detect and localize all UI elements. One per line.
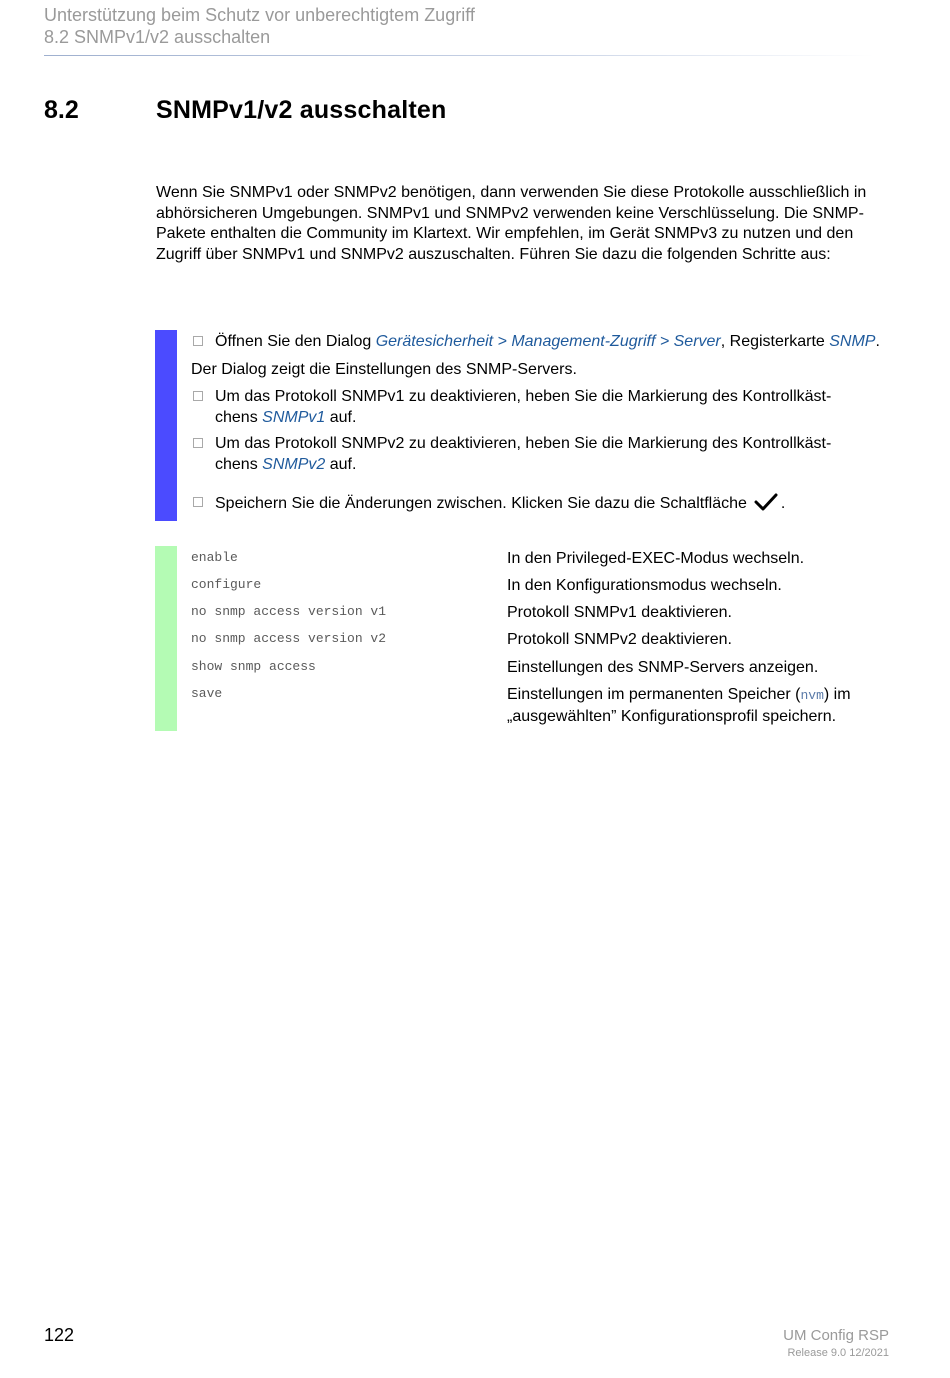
- cli-command: save: [191, 686, 223, 701]
- header-divider: [44, 55, 874, 56]
- intro-paragraph: Wenn Sie SNMPv1 oder SNMPv2 benötigen, dann verwenden Sie diese Protokolle ausschließlich in abhörsicheren Umgebungen. SNMPv1 und SNMPv2 verwenden keine Verschlüsselung. Die SNMP-Pakete enthalten die Community im Klartext. Wir empfehlen, im Gerät SNMPv3 zu nutzen und den Zugriff über SNMPv1 und SNMPv2 auszuschalten. Führen Sie dazu die folgenden Schritte aus:: [156, 184, 867, 263]
- checkbox-icon: [193, 497, 203, 507]
- inline-code: nvm: [800, 688, 824, 703]
- cli-description: Einstellungen des SNMP-Servers anzeigen.: [507, 659, 819, 676]
- footer-release: Release 9.0 12/2021: [787, 1347, 889, 1359]
- step-text: Öffnen Sie den Dialog: [215, 333, 376, 350]
- checkbox-icon: [193, 336, 203, 346]
- cli-command: no snmp access version v2: [191, 631, 387, 646]
- cli-description: [507, 684, 897, 727]
- step-text: chens: [215, 409, 263, 426]
- footer-doc-title: UM Config RSP: [783, 1327, 889, 1344]
- cli-command: no snmp access version v1: [191, 604, 387, 619]
- step-text: Speichern Sie die Änderungen zwischen. Klicken Sie dazu die Schaltfläche: [215, 495, 747, 512]
- page-number: 122: [44, 1325, 75, 1345]
- running-header: [44, 4, 475, 48]
- description-text: ) im „ausgewählten” Konfigurationsprofil speichern.: [507, 686, 851, 725]
- step-text: Um das Protokoll SNMPv1 zu deaktivieren, heben Sie die Markierung des Kontrollkäst-: [215, 388, 832, 405]
- cli-description: Protokoll SNMPv2 deaktivieren.: [507, 631, 732, 648]
- gui-instructions-bar: [155, 330, 177, 521]
- section-title: SNMPv1/v2 ausschalten: [156, 96, 447, 124]
- step-text: .: [875, 333, 880, 350]
- step-text: , Registerkarte: [720, 333, 830, 350]
- cli-description: In den Konfigurationsmodus wechseln.: [507, 577, 782, 594]
- gui-step-open-dialog: [191, 331, 891, 352]
- checkbox-name: SNMPv2: [262, 456, 326, 473]
- tab-name: SNMP: [829, 333, 876, 350]
- dialog-path: Gerätesicherheit > Management-Zugriff > Server: [375, 333, 721, 350]
- header-chapter: Unterstützung beim Schutz vor unberechtigtem Zugriff: [44, 5, 475, 25]
- cli-command: show snmp access: [191, 659, 316, 674]
- section-number: 8.2: [44, 96, 79, 124]
- checkbox-icon: [193, 391, 203, 401]
- header-section: 8.2 SNMPv1/v2 ausschalten: [44, 27, 271, 47]
- gui-step-save: [191, 492, 891, 514]
- cli-command: enable: [191, 550, 238, 565]
- checkbox-icon: [193, 438, 203, 448]
- step-text: chens: [215, 456, 263, 473]
- gui-step-disable-v2: [191, 433, 891, 475]
- step-text: Um das Protokoll SNMPv2 zu deaktivieren, heben Sie die Markierung des Kontrollkäst-: [215, 435, 832, 452]
- gui-note: Der Dialog zeigt die Einstellungen des SNMP-Servers.: [191, 361, 577, 378]
- checkmark-icon: [753, 492, 779, 512]
- cli-description: In den Privileged-EXEC-Modus wechseln.: [507, 550, 805, 567]
- step-text: auf.: [325, 456, 357, 473]
- step-text: .: [780, 495, 786, 512]
- description-text: Einstellungen im permanenten Speicher (: [507, 686, 801, 703]
- gui-step-disable-v1: [191, 386, 891, 428]
- cli-command: configure: [191, 577, 262, 592]
- cli-description: Protokoll SNMPv1 deaktivieren.: [507, 604, 732, 621]
- checkbox-name: SNMPv1: [262, 409, 326, 426]
- cli-instructions-bar: [155, 546, 177, 731]
- step-text: auf.: [325, 409, 357, 426]
